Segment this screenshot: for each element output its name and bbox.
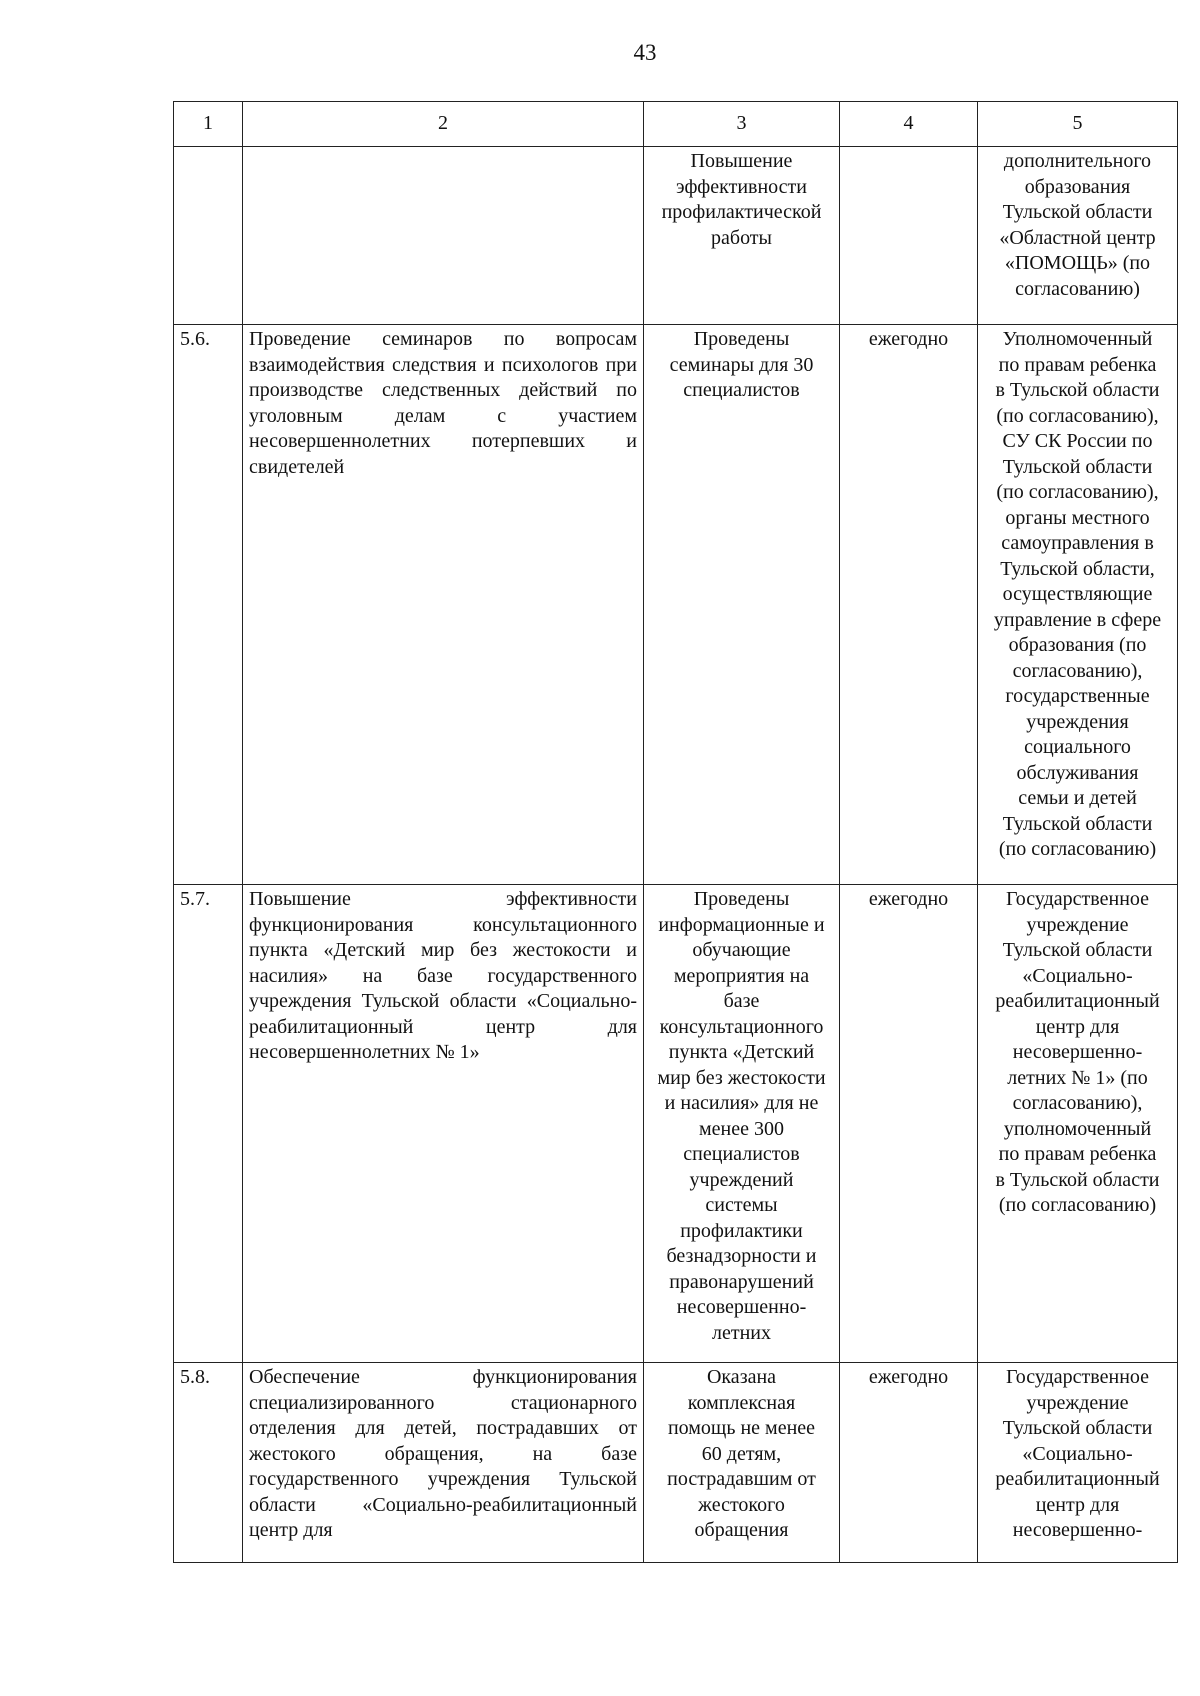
- row-executor: дополнительного образования Тульской области «Областной центр «ПОМОЩЬ» (по согласованию): [978, 147, 1178, 325]
- row-activity: Проведение семинаров по вопросам взаимодействия следствия и психологов при производстве следственных действий по уголовным делам с участием несовершеннолетних потерпевших и свидетелей: [243, 325, 644, 885]
- page-number: 43: [633, 40, 657, 65]
- row-number: 5.6.: [174, 325, 243, 885]
- table-row: [174, 147, 1178, 325]
- row-term: ежегодно: [840, 885, 978, 1363]
- row-executor: Государственное учреждение Тульской области «Социально- реабилитационный центр для несовершенно- летних № 1» (по согласованию), уполномоченный по правам ребенка в Тульской области (по согласованию): [978, 885, 1178, 1363]
- row-number: 5.7.: [174, 885, 243, 1363]
- table-row: [174, 885, 1178, 1363]
- row-result: Проведены семинары для 30 специалистов: [644, 325, 840, 885]
- row-number: [174, 147, 243, 325]
- row-result: Оказана комплексная помощь не менее 60 детям, пострадавшим от жестокого обращения: [644, 1363, 840, 1563]
- row-executor: Уполномоченный по правам ребенка в Тульской области (по согласованию), СУ СК России по Тульской области (по согласованию), органы местного самоуправления в Тульской области, осуществляющие управление в сфере образования (по согласованию), государственные учреждения социального обслуживания семьи и детей Тульской области (по согласованию): [978, 325, 1178, 885]
- row-number: 5.8.: [174, 1363, 243, 1563]
- table-row: [174, 1363, 1178, 1563]
- row-executor: Государственное учреждение Тульской области «Социально- реабилитационный центр для несовершенно-: [978, 1363, 1178, 1563]
- row-result: Повышение эффективности профилактической работы: [644, 147, 840, 325]
- row-activity: Повышение эффективности функционирования консультационного пункта «Детский мир без жестокости и насилия» на базе государственного учреждения Тульской области «Социально-реабилитационный центр для несовершеннолетних № 1»: [243, 885, 644, 1363]
- row-term: ежегодно: [840, 325, 978, 885]
- header-row: [174, 102, 1178, 147]
- header-col-2: 2: [243, 102, 644, 147]
- header-col-5: 5: [978, 102, 1178, 147]
- header-col-1: 1: [174, 102, 243, 147]
- row-activity: Обеспечение функционирования специализированного стационарного отделения для детей, пострадавших от жестокого обращения, на базе государственного учреждения Тульской области «Социально-реабилитационный центр для: [243, 1363, 644, 1563]
- table-row: [174, 325, 1178, 885]
- row-term: ежегодно: [840, 1363, 978, 1563]
- header-col-3: 3: [644, 102, 840, 147]
- measures-table: [173, 101, 1178, 1563]
- row-activity: [243, 147, 644, 325]
- header-col-4: 4: [840, 102, 978, 147]
- row-term: [840, 147, 978, 325]
- row-result: Проведены информационные и обучающие мероприятия на базе консультационного пункта «Детский мир без жестокости и насилия» для не менее 300 специалистов учреждений системы профилактики безнадзорности и правонарушений несовершенно- летних: [644, 885, 840, 1363]
